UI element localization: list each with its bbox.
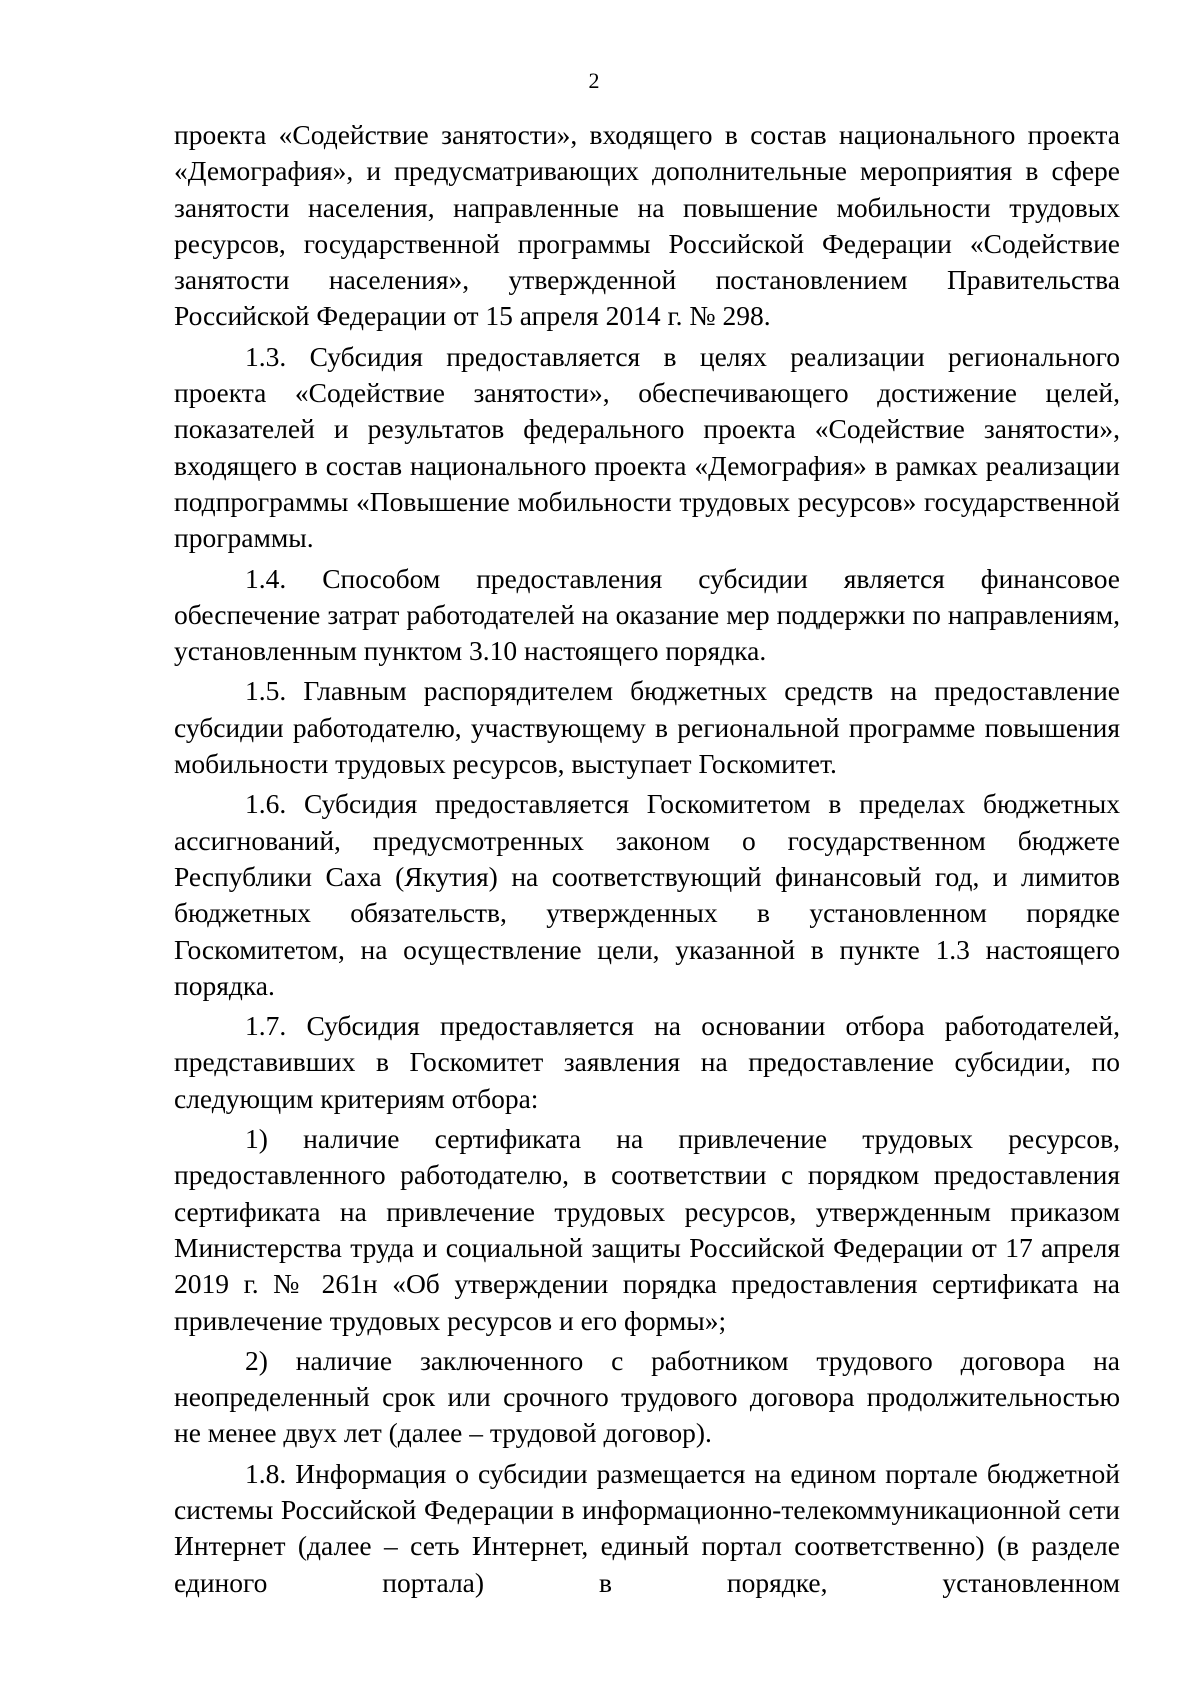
- paragraph-1-5: 1.5. Главным распорядителем бюджетных средств на предоставление субсидии работодателю, участвующему в региональной программе повышения мобильности трудовых ресурсов, выступает Госкомитет.: [174, 675, 1120, 780]
- paragraph-1-7: 1.7. Субсидия предоставляется на основании отбора работодателей, представивших в Госкомитет заявления на предоставление субсидии, по следующим критериям отбора:: [174, 1010, 1120, 1114]
- paragraph-1-6: 1.6. Субсидия предоставляется Госкомитетом в пределах бюджетных ассигнований, предусмотренных законом о государственном бюджете Республики Саха (Якутия) на соответствующий финансовый год, и лимитов бюджетных обязательств, утвержденных в установленном порядке Госкомитетом, на осуществление цели, указанной в пункте 1.3 настоящего порядка.: [174, 788, 1120, 1001]
- paragraph-continuation: проекта «Содействие занятости», входящего в состав национального проекта «Демография», и предусматривающих дополнительные мероприятия в сфере занятости населения, направленные на повышение мобильности трудовых ресурсов, государственной программы Российской Федерации «Содействие занятости населения», утвержденной постановлением Правительства Российской Федерации от 15 апреля 2014 г. № 298.: [174, 119, 1120, 332]
- criterion-1: 1) наличие сертификата на привлечение трудовых ресурсов, предоставленного работодателю, в соответствии с порядком предоставления сертификата на привлечение трудовых ресурсов, утвержденным приказом Министерства труда и социальной защиты Российской Федерации от 17 апреля 2019 г. № 261н «Об утверждении порядка предоставления сертификата на привлечение трудовых ресурсов и его формы»;: [174, 1123, 1120, 1336]
- paragraph-1-3: 1.3. Субсидия предоставляется в целях реализации регионального проекта «Содействие занятости», обеспечивающего достижение целей, показателей и результатов федерального проекта «Содействие занятости», входящего в состав национального проекта «Демография» в рамках реализации подпрограммы «Повышение мобильности трудовых ресурсов» государственной программы.: [174, 340, 1120, 554]
- paragraph-1-4: 1.4. Способом предоставления субсидии является финансовое обеспечение затрат работодателей на оказание мер поддержки по направлениям, установленным пунктом 3.10 настоящего порядка.: [174, 562, 1120, 667]
- paragraph-1-8: 1.8. Информация о субсидии размещается на едином портале бюджетной системы Российской Федерации в информационно-телекоммуникационной сети Интернет (далее – сеть Интернет, единый портал соответственно) (в разделе единого портала) в порядке, установленном: [174, 1457, 1120, 1598]
- page-number: 2: [588, 68, 600, 93]
- document-body: [174, 117, 1120, 1605]
- criterion-2: 2) наличие заключенного с работником трудового договора на неопределенный срок или срочного трудового договора продолжительностью не менее двух лет (далее – трудовой договор).: [174, 1344, 1120, 1449]
